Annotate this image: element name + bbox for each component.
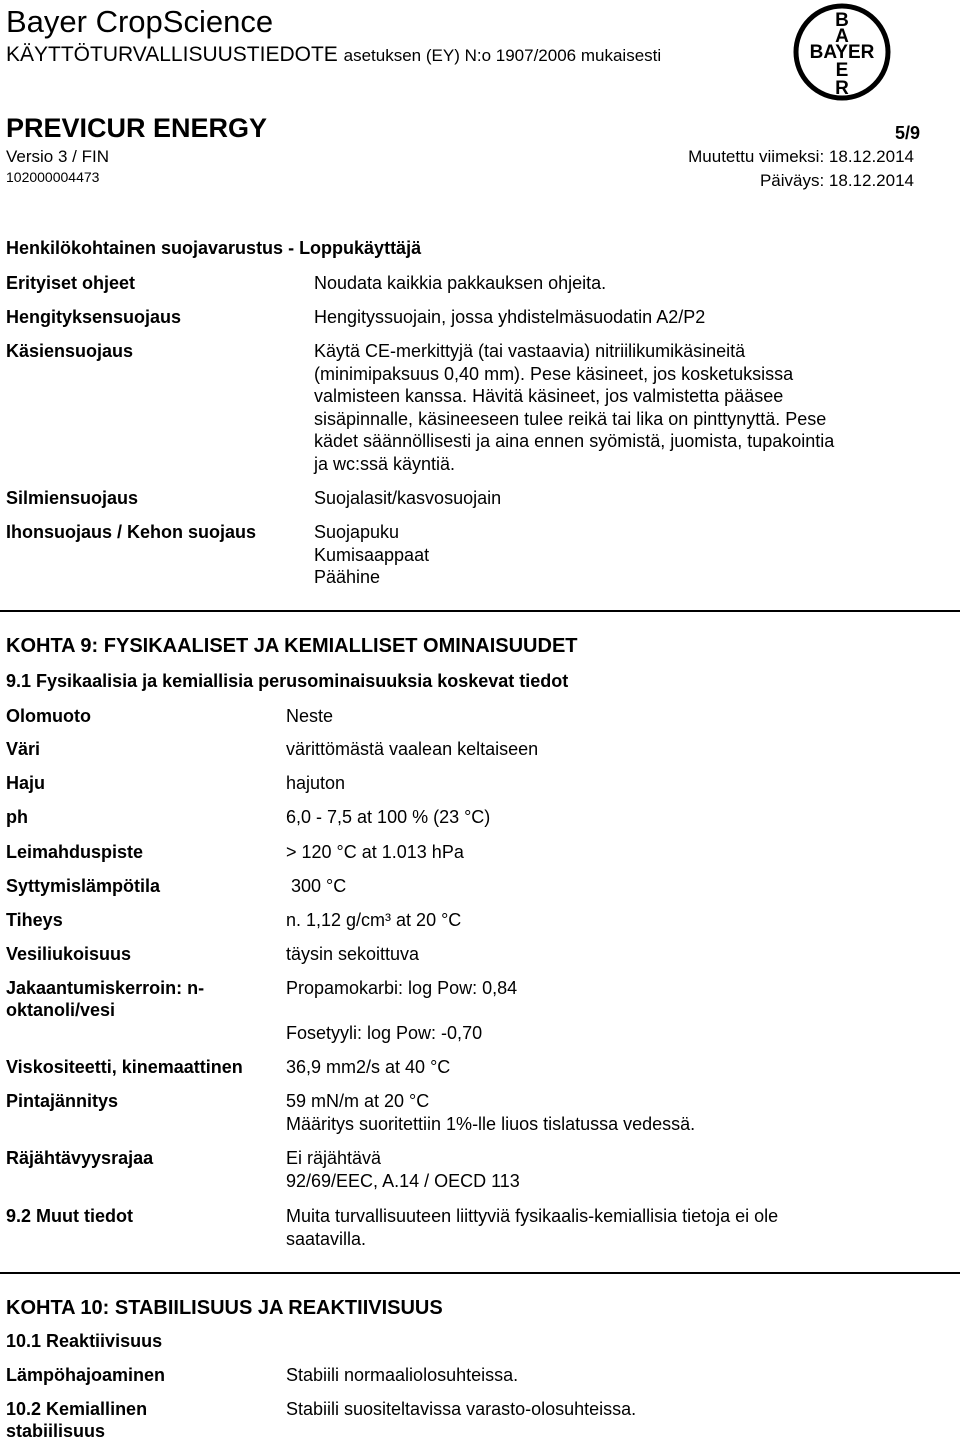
text-line: oktanoli/vesi xyxy=(6,1000,116,1020)
prop-value-odor: hajuton xyxy=(286,773,346,793)
text-line: 10.2 Kemiallinen xyxy=(6,1399,148,1419)
section-10-title: KOHTA 10: STABIILISUUS JA REAKTIIVISUUS xyxy=(6,1297,443,1319)
prop-label-ph: ph xyxy=(6,807,28,827)
ppe-label-special: Erityiset ohjeet xyxy=(6,273,136,293)
stability-label xyxy=(6,1398,147,1442)
prop-label-density: Tiheys xyxy=(6,910,63,930)
section-9-1-heading: 9.1 Fysikaalisia ja kemiallisia perusominaisuuksia koskevat tiedot xyxy=(6,671,569,691)
text-line: valmisteen kanssa. Hävitä käsineet, jos valmistetta pääsee xyxy=(314,386,784,406)
text-line: 59 mN/m at 20 °C xyxy=(286,1091,430,1111)
ppe-value-eyes: Suojalasit/kasvosuojain xyxy=(314,488,502,508)
prop-label-viscosity: Viskositeetti, kinemaattinen xyxy=(6,1057,243,1077)
text-line: Suojapuku xyxy=(314,522,400,542)
modified-date: Muutettu viimeksi: 18.12.2014 xyxy=(688,147,914,166)
text-line: (minimipaksuus 0,40 mm). Pese käsineet, jos kosketuksissa xyxy=(314,363,794,384)
prop-value-form: Neste xyxy=(286,706,334,726)
ppe-label-hands: Käsiensuojaus xyxy=(6,341,134,361)
prop-label-odor: Haju xyxy=(6,773,46,793)
prop-label-color: Väri xyxy=(6,739,41,759)
document-title-main: KÄYTTÖTURVALLISUUSTIEDOTE xyxy=(6,43,338,66)
svg-text:R: R xyxy=(835,78,849,99)
ppe-label-skin: Ihonsuojaus / Kehon suojaus xyxy=(6,522,257,542)
ppe-label-respiratory: Hengityksensuojaus xyxy=(6,307,182,327)
section-divider xyxy=(0,610,960,612)
text-line: 92/69/EEC, A.14 / OECD 113 xyxy=(286,1170,520,1191)
document-title xyxy=(6,42,661,69)
ppe-value-respiratory: Hengityssuojain, jossa yhdistelmäsuodatin A2/P2 xyxy=(314,307,706,327)
ppe-heading: Henkilökohtainen suojavarustus - Loppukäyttäjä xyxy=(6,238,422,258)
product-name: PREVICUR ENERGY xyxy=(6,113,268,143)
prop-label-explosive: Räjähtävyysrajaa xyxy=(6,1148,154,1168)
text-line: Käytä CE-merkittyjä (tai vastaavia) nitriilikumikäsineitä xyxy=(314,341,746,361)
prop-label-ignition: Syttymislämpötila xyxy=(6,876,161,896)
text-line: stabiilisuus xyxy=(6,1421,106,1441)
text-line: Määritys suoritettiin 1%-lle liuos tislatussa vedessä. xyxy=(286,1113,696,1134)
page-number: 5/9 xyxy=(894,123,920,143)
text-line: Muita turvallisuuteen liittyviä fysikaalis-kemiallisia tietoja ei ole xyxy=(286,1206,779,1226)
prop-value-flashpoint: > 120 °C at 1.013 hPa xyxy=(286,842,464,862)
prop-label-partition xyxy=(6,977,204,1021)
ppe-value-special: Noudata kaikkia pakkauksen ohjeita. xyxy=(314,273,607,293)
svg-text:A: A xyxy=(835,26,849,47)
text-line: saatavilla. xyxy=(286,1228,367,1249)
text-line: ja wc:ssä käyntiä. xyxy=(314,453,456,474)
prop-label-surface-tension: Pintajännitys xyxy=(6,1091,119,1111)
stability-value: Stabiili suositeltavissa varasto-olosuhteissa. xyxy=(286,1399,637,1419)
ppe-value-skin xyxy=(314,521,429,589)
ppe-value-hands xyxy=(314,340,834,475)
prop-value-solubility: täysin sekoittuva xyxy=(286,944,420,964)
reactivity-value-thermal: Stabiili normaaliolosuhteissa. xyxy=(286,1365,519,1385)
logo-horizontal-text: BAYER xyxy=(809,42,875,63)
section-9-2-heading: 9.2 Muut tiedot xyxy=(6,1206,133,1226)
prop-value-viscosity: 36,9 mm2/s at 40 °C xyxy=(286,1057,451,1077)
issue-date: Päiväys: 18.12.2014 xyxy=(759,171,914,190)
section-divider xyxy=(0,1272,960,1274)
prop-value-explosive xyxy=(286,1147,520,1192)
svg-text:B: B xyxy=(835,10,849,31)
prop-label-flashpoint: Leimahduspiste xyxy=(6,842,144,862)
prop-label-solubility: Vesiliukoisuus xyxy=(6,944,132,964)
text-line: sisäpinnalle, käsineeseen tulee reikä tai lika on pinttynyttä. Pese xyxy=(314,408,827,429)
ppe-label-eyes: Silmiensuojaus xyxy=(6,488,139,508)
prop-value-partition-1: Propamokarbi: log Pow: 0,84 xyxy=(286,978,518,998)
product-code: 102000004473 xyxy=(6,169,100,185)
reactivity-label-thermal: Lämpöhajoaminen xyxy=(6,1365,166,1385)
prop-value-surface-tension xyxy=(286,1090,695,1135)
prop-value-color: värittömästä vaalean keltaiseen xyxy=(286,739,539,759)
prop-value-ph: 6,0 - 7,5 at 100 % (23 °C) xyxy=(286,807,491,827)
bayer-cross-logo xyxy=(790,2,894,102)
text-line: Päähine xyxy=(314,567,381,587)
text-line: Ei räjähtävä xyxy=(286,1148,382,1168)
document-title-sub: asetuksen (EY) N:o 1907/2006 mukaisesti xyxy=(343,46,662,65)
text-line: Kumisaappaat xyxy=(314,544,430,565)
text-line: Jakaantumiskerroin: n- xyxy=(6,978,205,998)
section-9-2-value xyxy=(286,1205,778,1250)
section-10-1-heading: 10.1 Reaktiivisuus xyxy=(6,1331,163,1351)
prop-value-partition-2: Fosetyyli: log Pow: -0,70 xyxy=(286,1023,483,1043)
prop-value-ignition: 300 °C xyxy=(286,876,347,896)
svg-text:E: E xyxy=(835,60,849,81)
text-line: kädet säännöllisesti ja aina ennen syömistä, juomista, tupakointia xyxy=(314,431,835,451)
version: Versio 3 / FIN xyxy=(6,147,109,166)
prop-label-form: Olomuoto xyxy=(6,706,91,726)
prop-value-density: n. 1,12 g/cm³ at 20 °C xyxy=(286,910,462,930)
section-9-title: KOHTA 9: FYSIKAALISET JA KEMIALLISET OMINAISUUDET xyxy=(6,635,578,657)
company-name: Bayer CropScience xyxy=(6,4,274,39)
